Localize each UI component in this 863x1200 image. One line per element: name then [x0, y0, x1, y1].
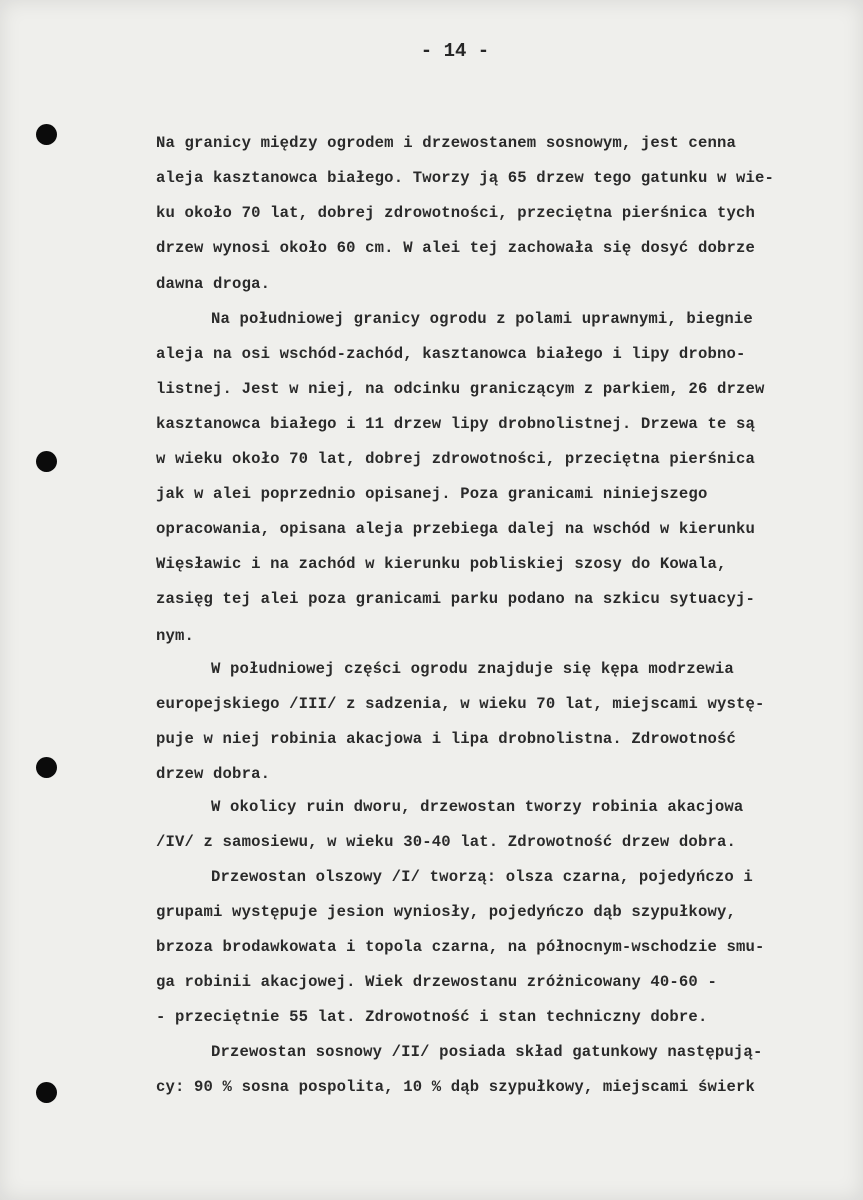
text-line: W południowej części ogrodu znajduje się kępa modrzewia — [211, 660, 734, 678]
text-line: ga robinii akacjowej. Wiek drzewostanu zróżnicowany 40-60 - — [156, 973, 717, 991]
text-line: nym. — [156, 627, 195, 645]
punch-hole — [36, 1082, 57, 1103]
punch-hole — [36, 124, 57, 145]
text-line: drzew dobra. — [156, 765, 271, 783]
text-line: /IV/ z samosiewu, w wieku 30-40 lat. Zdrowotność drzew dobra. — [156, 833, 736, 851]
text-line: Na granicy między ogrodem i drzewostanem sosnowym, jest cenna — [156, 134, 736, 152]
text-line: ku około 70 lat, dobrej zdrowotności, przeciętna pierśnica tych — [156, 204, 755, 222]
text-line: zasięg tej alei poza granicami parku podano na szkicu sytuacyj- — [156, 590, 755, 608]
text-line: opracowania, opisana aleja przebiega dalej na wschód w kierunku — [156, 520, 755, 538]
text-line: listnej. Jest w niej, na odcinku graniczącym z parkiem, 26 drzew — [156, 380, 765, 398]
text-line: kasztanowca białego i 11 drzew lipy drobnolistnej. Drzewa te są — [156, 415, 755, 433]
text-line: europejskiego /III/ z sadzenia, w wieku 70 lat, miejscami wystę- — [156, 695, 765, 713]
punch-hole — [36, 451, 57, 472]
text-line: dawna droga. — [156, 275, 271, 293]
text-line: Drzewostan olszowy /I/ tworzą: olsza czarna, pojedyńczo i — [211, 868, 753, 886]
punch-hole — [36, 757, 57, 778]
text-line: Drzewostan sosnowy /II/ posiada skład gatunkowy następują- — [211, 1043, 763, 1061]
text-line: jak w alei poprzednio opisanej. Poza granicami niniejszego — [156, 485, 708, 503]
text-line: Na południowej granicy ogrodu z polami uprawnymi, biegnie — [211, 310, 753, 328]
text-line: cy: 90 % sosna pospolita, 10 % dąb szypułkowy, miejscami świerk — [156, 1078, 755, 1096]
text-line: puje w niej robinia akacjowa i lipa drobnolistna. Zdrowotność — [156, 730, 736, 748]
page-number: - 14 - — [420, 40, 490, 62]
text-line: - przeciętnie 55 lat. Zdrowotność i stan techniczny dobre. — [156, 1008, 708, 1026]
text-line: w wieku około 70 lat, dobrej zdrowotności, przeciętna pierśnica — [156, 450, 755, 468]
text-line: brzoza brodawkowata i topola czarna, na północnym-wschodzie smu- — [156, 938, 765, 956]
text-line: aleja na osi wschód-zachód, kasztanowca białego i lipy drobno- — [156, 345, 746, 363]
text-line: grupami występuje jesion wyniosły, pojedyńczo dąb szypułkowy, — [156, 903, 736, 921]
text-line: W okolicy ruin dworu, drzewostan tworzy robinia akacjowa — [211, 798, 744, 816]
text-line: drzew wynosi około 60 cm. W alei tej zachowała się dosyć dobrze — [156, 239, 755, 257]
text-line: aleja kasztanowca białego. Tworzy ją 65 drzew tego gatunku w wie- — [156, 169, 775, 187]
text-line: Więsławic i na zachód w kierunku pobliskiej szosy do Kowala, — [156, 555, 727, 573]
